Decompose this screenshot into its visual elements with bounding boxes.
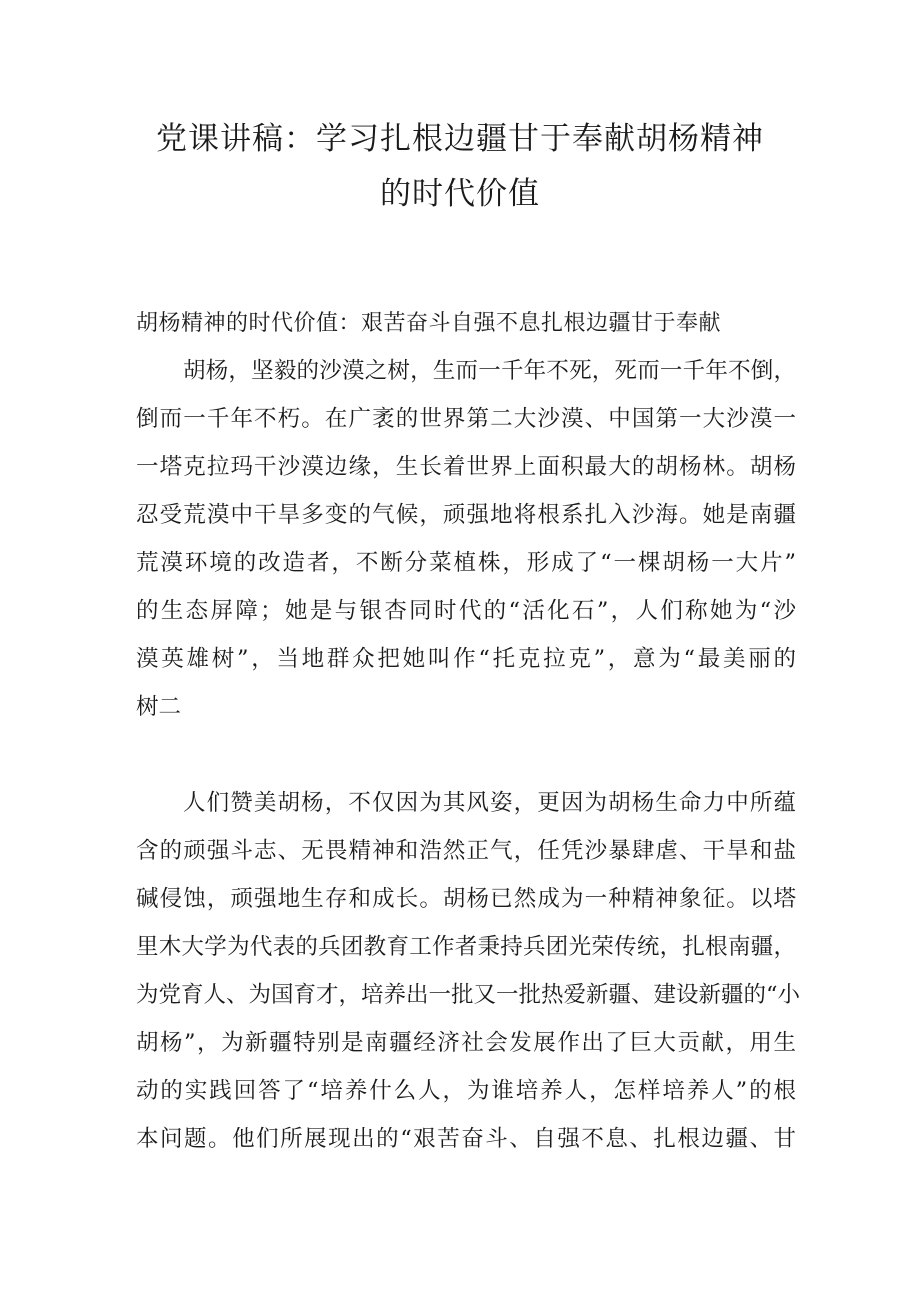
paragraph-line: 碱侵蚀，顽强地生存和成长。胡杨已然成为一种精神象征。以塔	[136, 886, 796, 912]
paragraph-line: 为党育人、为国育才，培养出一批又一批热爱新疆、建设新疆的“小	[136, 982, 801, 1008]
paragraph-line: 一塔克拉玛干沙漠边缘，生长着世界上面积最大的胡杨林。胡杨	[136, 454, 796, 480]
paragraph-line: 的生态屏障；她是与银杏同时代的“活化石”，人们称她为“沙	[136, 598, 796, 624]
document-title-line-2: 的时代价值	[380, 176, 540, 212]
paragraph-line: 胡杨，坚毅的沙漠之树，生而一千年不死，死而一千年不倒，	[183, 358, 796, 384]
paragraph-line: 本问题。他们所展现出的“艰苦奋斗、自强不息、扎根边疆、甘	[136, 1126, 796, 1152]
paragraph-line: 倒而一千年不朽。在广袤的世界第二大沙漠、中国第一大沙漠一	[136, 406, 796, 432]
section-subtitle: 胡杨精神的时代价值：艰苦奋斗自强不息扎根边疆甘于奉献	[136, 311, 722, 336]
paragraph-line: 荒漠环境的改造者，不断分菜植株，形成了“一棵胡杨一大片”	[136, 550, 796, 576]
document-title-line-1: 党课讲稿：学习扎根边疆甘于奉献胡杨精神	[156, 121, 764, 157]
paragraph-line: 漠英雄树”，当地群众把她叫作“托克拉克”，意为“最美丽的	[136, 646, 796, 672]
paragraph-line: 含的顽强斗志、无畏精神和浩然正气，任凭沙暴肆虐、干旱和盐	[136, 838, 796, 864]
paragraph-line: 树二	[136, 694, 182, 720]
paragraph-line: 胡杨”，为新疆特别是南疆经济社会发展作出了巨大贡献，用生	[136, 1030, 796, 1056]
paragraph-line: 人们赞美胡杨，不仅因为其风姿，更因为胡杨生命力中所蕴	[183, 790, 796, 816]
paragraph-line: 动的实践回答了“培养什么人，为谁培养人，怎样培养人”的根	[136, 1078, 796, 1104]
paragraph-line: 里木大学为代表的兵团教育工作者秉持兵团光荣传统，扎根南疆，	[136, 934, 796, 960]
paragraph-line: 忍受荒漠中干旱多变的气候，顽强地将根系扎入沙海。她是南疆	[136, 502, 796, 528]
